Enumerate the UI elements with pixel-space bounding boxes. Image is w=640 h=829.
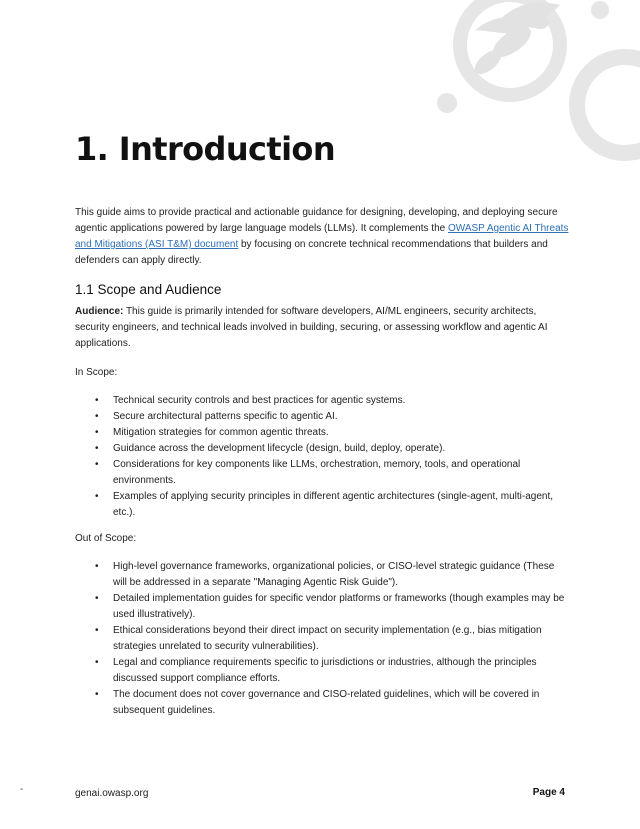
list-item: • Considerations for key components like LLMs, orchestration, memory, tools, and operational environments. — [95, 459, 521, 486]
out-of-scope-list — [75, 559, 570, 719]
bullet-icon: • — [95, 459, 99, 470]
bullet-icon: • — [95, 657, 99, 668]
footer-url: genai.owasp.org — [75, 788, 149, 799]
list-item: • High-level governance frameworks, organizational policies, or CISO-level strategic guidance (These will be addressed in a separate "Managing Agentic Risk Guide"). — [95, 561, 555, 588]
intro-text-end: by focusing on concrete technical recommendations that builders and defenders can apply directly. — [75, 239, 548, 266]
bullet-icon: • — [95, 625, 99, 636]
list-item: • The document does not cover governance and CISO-related guidelines, which will be covered in subsequent guidelines. — [95, 689, 540, 716]
intro-text-start: This guide aims to provide practical and actionable guidance for designing, developing, and deploying secure agentic applications powered by large language models (LLMs). It complements the — [75, 207, 558, 234]
audience-label: Audience: — [75, 306, 124, 317]
list-item: • Mitigation strategies for common agentic threats. — [75, 425, 570, 441]
page-title: 1. Introduction — [75, 130, 336, 168]
list-item: • Detailed implementation guides for specific vendor platforms or frameworks (though examples may be used illustratively). — [95, 593, 565, 620]
in-scope-label: In Scope: — [75, 367, 118, 378]
bullet-icon: • — [95, 689, 99, 700]
audience-paragraph — [75, 304, 570, 352]
bullet-icon: • — [95, 593, 99, 604]
asi-tm-document-link[interactable]: OWASP Agentic AI Threats and Mitigations (ASI T&M) document — [75, 223, 569, 250]
bullet-icon: • — [95, 395, 99, 406]
owasp-wasp-logo-decoration — [0, 0, 640, 200]
list-item: • Technical security controls and best practices for agentic systems. — [75, 393, 570, 409]
list-item: • Guidance across the development lifecycle (design, build, deploy, operate). — [75, 441, 570, 457]
list-item: • Ethical considerations beyond their direct impact on security implementation (e.g., bias mitigation strategies unrelated to security vulnerabilities). — [95, 625, 542, 652]
footer-dash: - — [20, 784, 24, 795]
out-of-scope-label: Out of Scope: — [75, 533, 137, 544]
in-scope-list — [75, 393, 570, 521]
page-number: Page 4 — [532, 787, 565, 798]
list-item: • Secure architectural patterns specific to agentic AI. — [75, 409, 570, 425]
list-item: • Examples of applying security principles in different agentic architectures (single-agent, multi-agent, etc.). — [95, 491, 554, 518]
bullet-icon: • — [95, 561, 99, 572]
bullet-icon: • — [95, 411, 99, 422]
list-item: • Legal and compliance requirements specific to jurisdictions or industries, although the principles discussed support compliance efforts. — [95, 657, 537, 684]
audience-text: This guide is primarily intended for software developers, AI/ML engineers, security architects, security engineers, and technical leads involved in building, securing, or assessing workflow and agentic AI applications. — [75, 306, 548, 349]
bullet-icon: • — [95, 491, 99, 502]
intro-paragraph — [75, 205, 570, 269]
bullet-icon: • — [95, 427, 99, 438]
bullet-icon: • — [95, 443, 99, 454]
section-heading: 1.1 Scope and Audience — [75, 282, 222, 297]
